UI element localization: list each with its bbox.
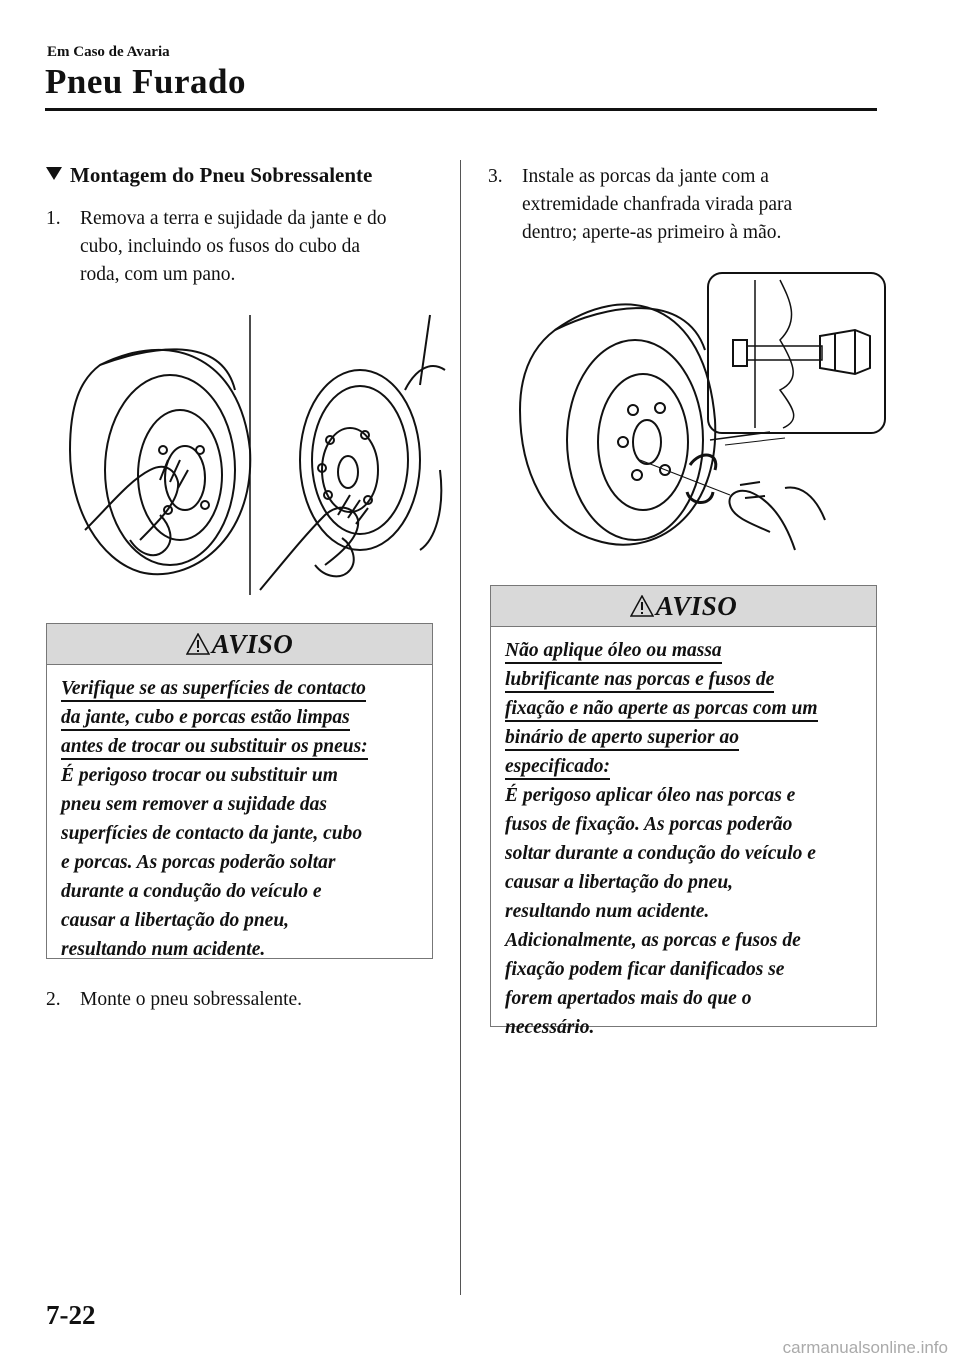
step-line: Monte o pneu sobressalente. [80,989,303,1010]
warning-header [47,624,432,665]
warning-body-line: fusos de fixação. As porcas poderão [505,814,793,835]
warning-emphasis-line: Verifique se as superfícies de contacto [61,678,366,702]
warning-body-line: necessário. [505,1017,595,1038]
warning-triangle-icon [186,633,210,655]
step-number: 3. [488,166,503,187]
warning-emphasis-line: binário de aperto superior ao [505,727,739,751]
page-title: Pneu Furado [45,62,246,101]
warning-body-line: fixação podem ficar danificados se [505,959,785,980]
warning-body-line: pneu sem remover a sujidade das [61,794,327,815]
step-line: dentro; aperte-as primeiro à mão. [522,222,782,243]
step-number: 2. [46,989,61,1010]
step-line: cubo, incluindo os fusos do cubo da [80,236,361,257]
step-2 [46,986,446,1014]
warning-body-line: soltar durante a condução do veículo e [505,843,816,864]
warning-triangle-icon [630,595,654,617]
step-line: Instale as porcas da jante com a [522,166,769,187]
header-rule [45,108,877,111]
column-divider [460,160,461,1295]
warning-body-line: resultando num acidente. [61,939,266,960]
warning-emphasis-line: lubrificante nas porcas e fusos de [505,669,774,693]
warning-header [491,586,876,627]
step-1 [46,205,446,289]
step-number: 1. [46,208,61,229]
warning-body-line: e porcas. As porcas poderão soltar [61,852,336,873]
section-heading [46,163,372,188]
cleaning-wheel-illustration [60,310,450,600]
warning-body-line: causar a libertação do pneu, [505,872,734,893]
warning-emphasis-line: da jante, cubo e porcas estão limpas [61,707,350,731]
warning-emphasis-line: fixação e não aperte as porcas com um [505,698,818,722]
step-3 [488,163,888,247]
triangle-bullet-icon [46,167,62,180]
warning-body-line: forem apertados mais do que o [505,988,752,1009]
warning-body-line: Adicionalmente, as porcas e fusos de [505,930,801,951]
warning-emphasis-line: Não aplique óleo ou massa [505,640,722,664]
step-line: extremidade chanfrada virada para [522,194,793,215]
section-label: Em Caso de Avaria [47,44,170,60]
warning-title: AVISO [211,628,294,659]
warning-body-line: É perigoso trocar ou substituir um [61,765,338,786]
watermark-text: carmanualsonline.info [782,1338,948,1357]
lug-nut-install-illustration [515,270,890,560]
warning-body-line: superfícies de contacto da jante, cubo [61,823,363,844]
warning-box-cleaning [46,623,433,959]
warning-body-line: durante a condução do veículo e [61,881,322,902]
warning-emphasis-line: antes de trocar ou substituir os pneus: [61,736,368,760]
warning-body-line: É perigoso aplicar óleo nas porcas e [505,785,796,806]
warning-body-line: resultando num acidente. [505,901,710,922]
warning-title: AVISO [655,590,738,621]
warning-box-lubrication [490,585,877,1038]
section-heading-text: Montagem do Pneu Sobressalente [70,163,373,187]
warning-emphasis-line: especificado: [505,756,610,780]
warning-body-line: causar a libertação do pneu, [61,910,290,931]
step-line: Remova a terra e sujidade da jante e do [80,208,387,229]
page-number: 7-22 [46,1300,96,1330]
step-line: roda, com um pano. [80,264,236,285]
